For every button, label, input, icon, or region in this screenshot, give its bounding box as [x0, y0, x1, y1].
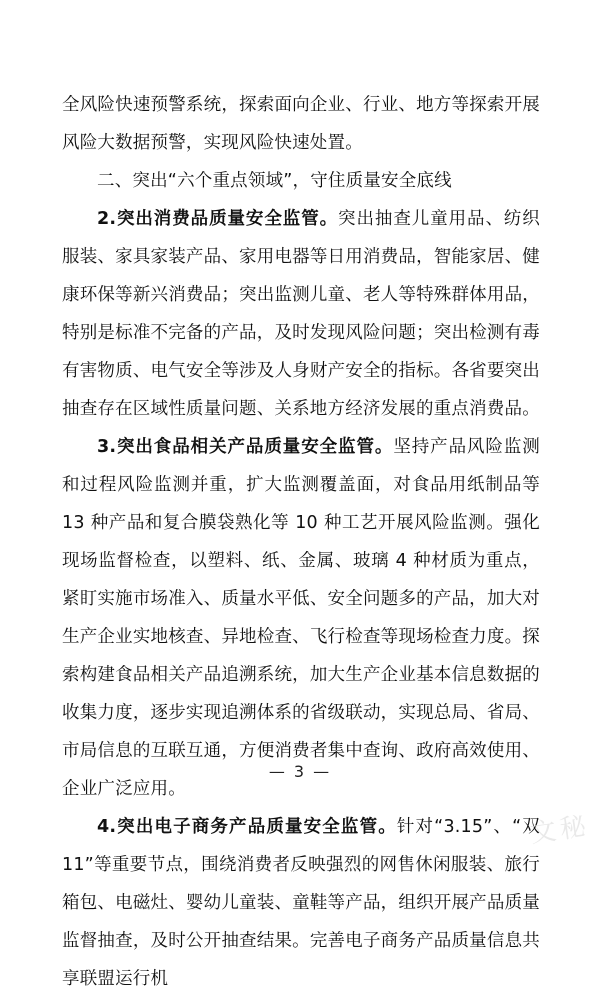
- section-heading-two: [62, 162, 540, 200]
- paragraph-text-2: 突出抽查儿童用品、纺织服装、家具家装产品、家用电器等日用消费品，智能家居、健康环保等新兴消费品；突出监测儿童、老人等特殊群体用品，特别是标准不完备的产品，及时发现风险问题；突出检测有毒有害物质、电气安全等涉及人身财产安全的指标。各省要突出抽查存在区域性质量问题、关系地方经济发展的重点消费品。: [62, 209, 540, 419]
- document-body: [62, 86, 540, 998]
- paragraph-item-4: [62, 808, 540, 998]
- paragraph-lead-4: 4.突出电子商务产品质量安全监管。: [97, 817, 397, 837]
- section-heading-text: 二、突出“六个重点领域”，守住质量安全底线: [97, 171, 452, 191]
- paragraph-text: 全风险快速预警系统，探索面向企业、行业、地方等探索开展风险大数据预警，实现风险快速处置。: [62, 95, 540, 153]
- paragraph-text-3: 坚持产品风险监测和过程风险监测并重，扩大监测覆盖面，对食品用纸制品等 13 种产品和复合膜袋熟化等 10 种工艺开展风险监测。强化现场监督检查，以塑料、纸、金属、玻璃 4 种材质为重点，紧盯实施市场准入、质量水平低、安全问题多的产品，加大对生产企业实地核查、异地检查、飞行检查等现场检查力度。探索构建食品相关产品追溯系统，加大生产企业基本信息数据的收集力度，逐步实现追溯体系的省级联动，实现总局、省局、市局信息的互联互通，方便消费者集中查询、政府高效使用、企业广泛应用。: [62, 437, 540, 799]
- paragraph-continued: [62, 86, 540, 162]
- paragraph-lead-2: 2.突出消费品质量安全监管。: [97, 209, 339, 229]
- watermark: 文秘: [528, 811, 592, 850]
- paragraph-lead-3: 3.突出食品相关产品质量安全监管。: [97, 437, 394, 457]
- paragraph-item-2: [62, 200, 540, 428]
- paragraph-text-4: 针对“3.15”、“双 11”等重要节点，围绕消费者反映强烈的网售休闲服装、旅行箱包、电磁灶、婴幼儿童装、童鞋等产品，组织开展产品质量监督抽查，及时公开抽查结果。完善电子商务产品质量信息共享联盟运行机: [62, 817, 540, 989]
- page-number: — 3 —: [268, 762, 332, 781]
- paragraph-item-3: [62, 428, 540, 808]
